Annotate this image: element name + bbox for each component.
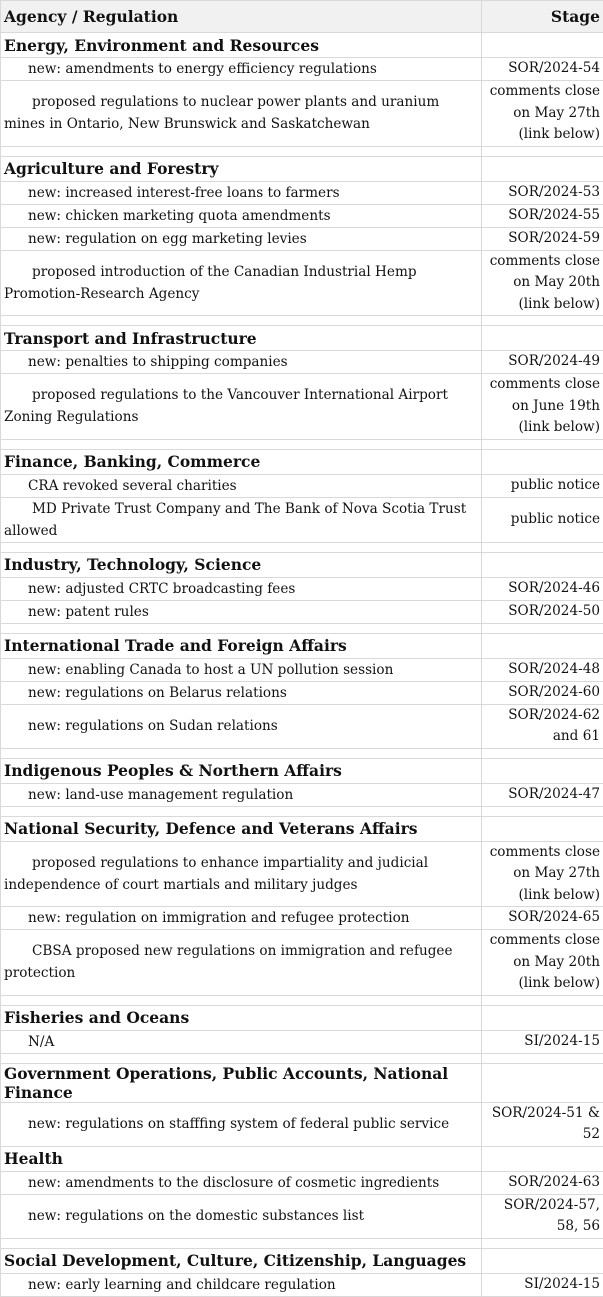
- regulation-text: new: adjusted CRTC broadcasting fees: [1, 577, 482, 600]
- table-row: [1, 474, 603, 497]
- stage-value: comments close on May 27th (link below): [482, 841, 603, 907]
- table-row: [1, 204, 603, 227]
- regulation-text: proposed regulations to the Vancouver International Airport Zoning Regulations: [1, 374, 482, 440]
- table-row: [1, 658, 603, 681]
- regulation-text: new: chicken marketing quota amendments: [1, 204, 482, 227]
- table-row: [1, 81, 603, 147]
- table-row: [1, 704, 603, 748]
- section-heading-row: [1, 326, 603, 351]
- section-title: Indigenous Peoples & Northern Affairs: [1, 758, 482, 783]
- stage-value: SI/2024-15: [482, 1030, 603, 1053]
- section-title: Industry, Technology, Science: [1, 552, 482, 577]
- stage-header: Stage: [482, 1, 603, 33]
- spacer-row: [1, 542, 603, 552]
- stage-value: SOR/2024-53: [482, 181, 603, 204]
- spacer-row: [1, 316, 603, 326]
- stage-value: SOR/2024-46: [482, 577, 603, 600]
- stage-value: SOR/2024-63: [482, 1171, 603, 1194]
- table-row: [1, 58, 603, 81]
- table-row: [1, 1030, 603, 1053]
- spacer-row: [1, 806, 603, 816]
- table-row: [1, 841, 603, 907]
- regulation-text: new: regulation on egg marketing levies: [1, 227, 482, 250]
- section-title: Government Operations, Public Accounts, National Finance: [1, 1063, 482, 1102]
- regulation-text: new: amendments to energy efficiency regulations: [1, 58, 482, 81]
- stage-value: SOR/2024-47: [482, 783, 603, 806]
- spacer-row: [1, 623, 603, 633]
- section-title: National Security, Defence and Veterans Affairs: [1, 816, 482, 841]
- section-heading-row: [1, 633, 603, 658]
- table-row: [1, 1194, 603, 1238]
- table-row: [1, 351, 603, 374]
- stage-value: comments close on May 20th (link below): [482, 930, 603, 996]
- section-title: International Trade and Foreign Affairs: [1, 633, 482, 658]
- table-row: [1, 907, 603, 930]
- stage-value: SOR/2024-51 & 52: [482, 1102, 603, 1146]
- regulation-text: new: penalties to shipping companies: [1, 351, 482, 374]
- table-row: [1, 930, 603, 996]
- section-heading-row: [1, 1146, 603, 1171]
- table-row: [1, 1171, 603, 1194]
- stage-value: public notice: [482, 474, 603, 497]
- section-title: Health: [1, 1146, 482, 1171]
- table-row: [1, 681, 603, 704]
- section-heading-row: [1, 1063, 603, 1102]
- table-row: [1, 250, 603, 316]
- regulation-text: new: regulations on Sudan relations: [1, 704, 482, 748]
- section-heading-row: [1, 552, 603, 577]
- spacer-row: [1, 439, 603, 449]
- table-row: [1, 577, 603, 600]
- stage-value: comments close on May 27th (link below): [482, 81, 603, 147]
- section-heading-row: [1, 449, 603, 474]
- table-row: [1, 783, 603, 806]
- regulation-text: new: early learning and childcare regulation: [1, 1273, 482, 1296]
- section-heading-row: [1, 1248, 603, 1273]
- stage-value: SI/2024-15: [482, 1273, 603, 1296]
- regulation-text: new: amendments to the disclosure of cosmetic ingredients: [1, 1171, 482, 1194]
- table-row: [1, 1102, 603, 1146]
- stage-value: SOR/2024-54: [482, 58, 603, 81]
- stage-value: comments close on May 20th (link below): [482, 250, 603, 316]
- section-title: Agriculture and Forestry: [1, 156, 482, 181]
- section-title: Transport and Infrastructure: [1, 326, 482, 351]
- regulation-text: proposed regulations to nuclear power plants and uranium mines in Ontario, New Brunswick and Saskatchewan: [1, 81, 482, 147]
- stage-value: SOR/2024-57, 58, 56: [482, 1194, 603, 1238]
- regulation-text: new: regulations on stafffing system of federal public service: [1, 1102, 482, 1146]
- regulation-text: CBSA proposed new regulations on immigration and refugee protection: [1, 930, 482, 996]
- table-row: [1, 600, 603, 623]
- spacer-row: [1, 1053, 603, 1063]
- regulation-text: new: regulations on the domestic substances list: [1, 1194, 482, 1238]
- stage-value: SOR/2024-65: [482, 907, 603, 930]
- agency-regulation-header: Agency / Regulation: [1, 1, 482, 33]
- regulation-text: new: regulations on Belarus relations: [1, 681, 482, 704]
- regulation-text: new: increased interest-free loans to farmers: [1, 181, 482, 204]
- regulation-text: new: patent rules: [1, 600, 482, 623]
- spacer-row: [1, 146, 603, 156]
- regulation-text: MD Private Trust Company and The Bank of Nova Scotia Trust allowed: [1, 497, 482, 542]
- regulation-text: proposed regulations to enhance impartiality and judicial independence of court martials and military judges: [1, 841, 482, 907]
- stage-value: SOR/2024-49: [482, 351, 603, 374]
- regulation-text: new: land-use management regulation: [1, 783, 482, 806]
- section-title: Energy, Environment and Resources: [1, 33, 482, 58]
- spacer-row: [1, 995, 603, 1005]
- regulation-text: proposed introduction of the Canadian Industrial Hemp Promotion-Research Agency: [1, 250, 482, 316]
- spacer-row: [1, 1238, 603, 1248]
- table-row: [1, 497, 603, 542]
- spacer-row: [1, 748, 603, 758]
- section-heading-row: [1, 816, 603, 841]
- stage-value: SOR/2024-55: [482, 204, 603, 227]
- stage-value: SOR/2024-48: [482, 658, 603, 681]
- section-heading-row: [1, 156, 603, 181]
- section-title: Fisheries and Oceans: [1, 1005, 482, 1030]
- header-row: [1, 1, 603, 33]
- table-row: [1, 1273, 603, 1296]
- stage-value: public notice: [482, 497, 603, 542]
- stage-value: comments close on June 19th (link below): [482, 374, 603, 440]
- section-heading-row: [1, 1005, 603, 1030]
- regulation-text: new: enabling Canada to host a UN pollution session: [1, 658, 482, 681]
- table-row: [1, 181, 603, 204]
- table-row: [1, 227, 603, 250]
- regulation-text: new: regulation on immigration and refugee protection: [1, 907, 482, 930]
- section-heading-row: [1, 758, 603, 783]
- stage-value: SOR/2024-50: [482, 600, 603, 623]
- section-title: Finance, Banking, Commerce: [1, 449, 482, 474]
- stage-value: SOR/2024-59: [482, 227, 603, 250]
- regulation-text: N/A: [1, 1030, 482, 1053]
- table-row: [1, 374, 603, 440]
- section-title: Social Development, Culture, Citizenship, Languages: [1, 1248, 482, 1273]
- stage-value: SOR/2024-62 and 61: [482, 704, 603, 748]
- section-heading-row: [1, 33, 603, 58]
- regulation-text: CRA revoked several charities: [1, 474, 482, 497]
- stage-value: SOR/2024-60: [482, 681, 603, 704]
